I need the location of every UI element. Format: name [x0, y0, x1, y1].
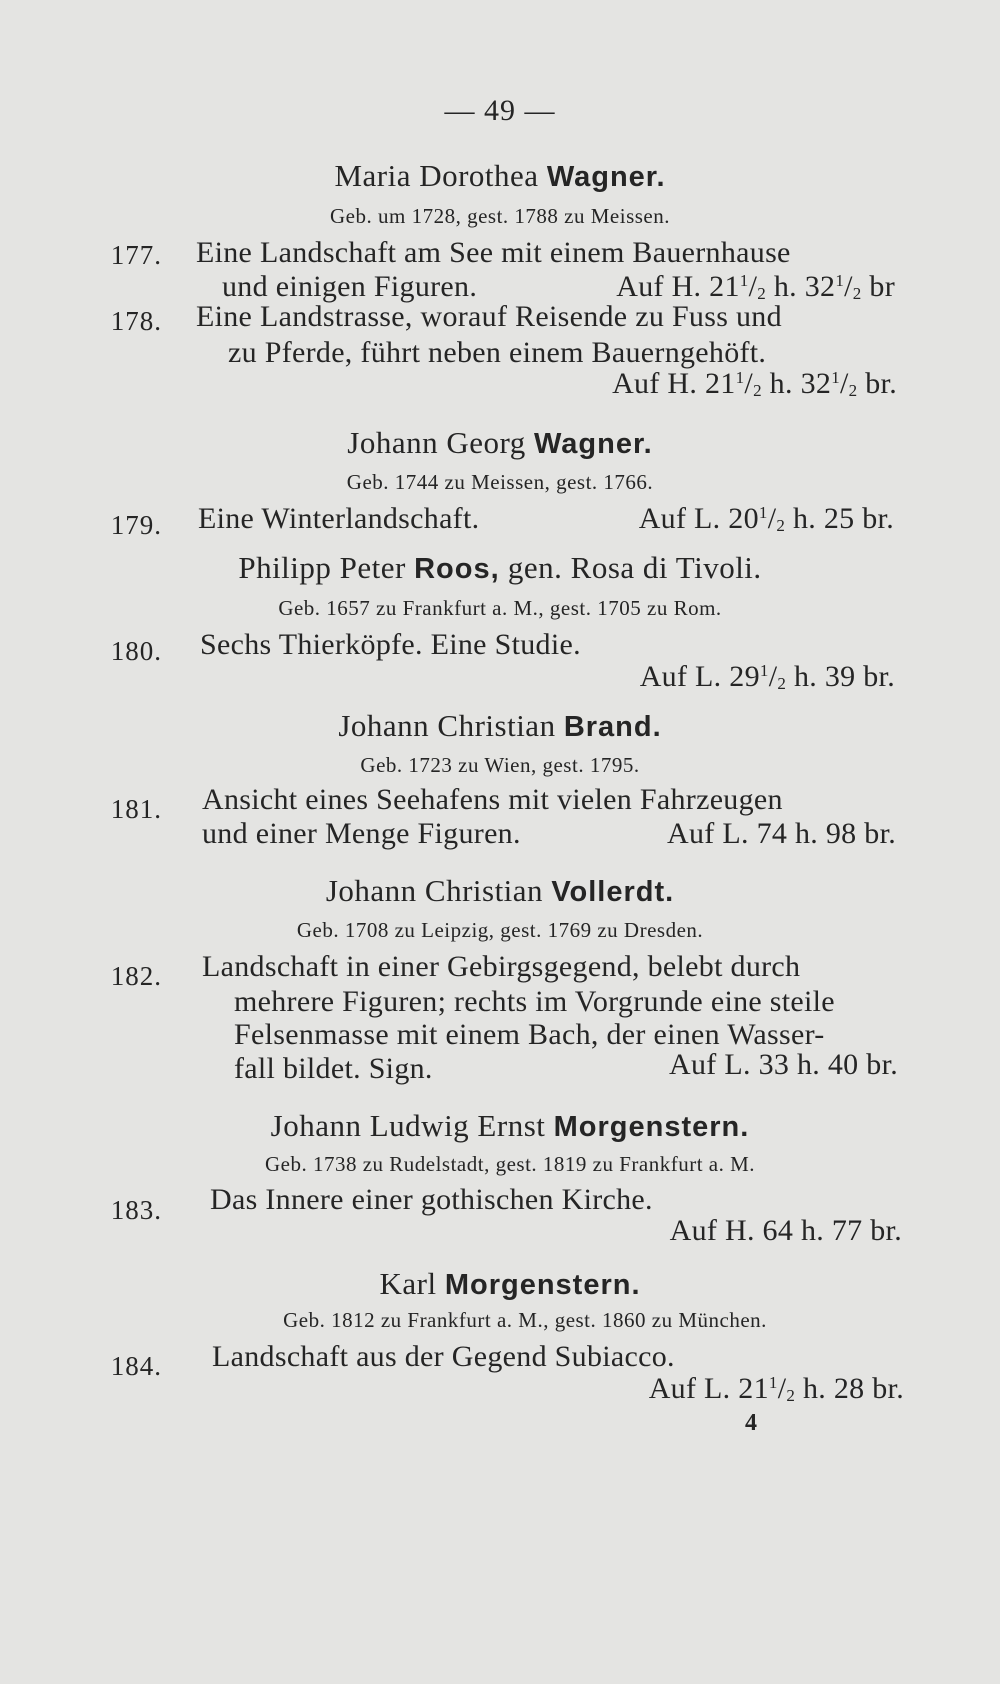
artist-bio: Geb. um 1728, gest. 1788 zu Meissen. — [330, 204, 670, 228]
artist-surname: Wagner. — [534, 428, 653, 460]
catalog-number: 180. — [110, 636, 162, 666]
artist-alias: gen. Rosa di Tivoli. — [499, 550, 762, 585]
work-dimensions: Auf L. 33 h. 40 br. — [668, 1048, 898, 1081]
work-title-line: Felsenmasse mit einem Bach, der einen Wasser- — [234, 1018, 825, 1051]
artist-surname: Brand. — [563, 711, 662, 743]
artist-bio: Geb. 1744 zu Meissen, gest. 1766. — [346, 470, 654, 494]
work-dimensions: Auf L. $20^1/_2$ h. 25 br. — [638, 502, 894, 535]
catalog-number: 182. — [110, 961, 162, 991]
work-title-line: Eine Landschaft am See mit einem Bauernhause — [196, 236, 791, 269]
artist-given-name: Johann Ludwig Ernst — [270, 1108, 546, 1143]
artist-bio: Geb. 1657 zu Frankfurt a. M., gest. 1705 zu Rom. — [278, 596, 722, 620]
artist-given-name: Johann Georg — [347, 425, 526, 460]
catalog-number: 181. — [110, 794, 162, 824]
artist-given-name: Maria Dorothea — [334, 158, 539, 193]
work-dimensions: Auf L. $21^1/_2$ h. 28 br. — [648, 1372, 904, 1405]
work-dimensions: Auf H. $21^1/_2$ h. $32^1/_2$ br. — [612, 367, 897, 400]
work-title-line: Sechs Thierköpfe. Eine Studie. — [200, 628, 581, 661]
artist-heading — [0, 158, 1000, 194]
artist-surname: Wagner. — [546, 161, 666, 193]
work-dimensions: Auf L. 74 h. 98 br. — [666, 817, 896, 850]
artist-given-name: Karl — [379, 1266, 437, 1301]
page-number: — 49 — — [444, 94, 556, 127]
work-title-line: Das Innere einer gothischen Kirche. — [210, 1183, 653, 1216]
catalog-number: 177. — [110, 240, 162, 270]
catalog-number: 179. — [110, 510, 162, 540]
artist-surname: Morgenstern. — [553, 1111, 750, 1143]
artist-surname: Morgenstern. — [444, 1269, 641, 1301]
work-title-line: zu Pferde, führt neben einem Bauerngehöft. — [228, 336, 767, 369]
work-title-line: und einigen Figuren. — [222, 270, 478, 303]
work-title-line: Ansicht eines Seehafens mit vielen Fahrzeugen — [202, 783, 783, 816]
artist-surname: Roos, — [414, 553, 500, 585]
work-title-line: und einer Menge Figuren. — [202, 817, 521, 850]
artist-heading — [10, 1108, 1000, 1144]
work-title-line: Landschaft in einer Gebirgsgegend, belebt durch — [202, 950, 801, 983]
signature-mark: 4 — [745, 1410, 757, 1436]
artist-heading — [0, 425, 1000, 461]
artist-heading — [0, 708, 1000, 744]
artist-heading — [0, 550, 1000, 586]
artist-given-name: Philipp Peter — [238, 550, 406, 585]
artist-given-name: Johann Christian — [338, 708, 556, 743]
catalog-number: 184. — [110, 1351, 162, 1381]
catalog-number: 183. — [110, 1195, 162, 1225]
work-title-line: fall bildet. Sign. — [234, 1052, 433, 1085]
work-dimensions: Auf L. $29^1/_2$ h. 39 br. — [639, 660, 895, 693]
catalog-number: 178. — [110, 306, 162, 336]
work-title-line: Landschaft aus der Gegend Subiacco. — [212, 1340, 675, 1373]
work-dimensions: Auf H. 64 h. 77 br. — [669, 1214, 902, 1247]
artist-bio: Geb. 1723 zu Wien, gest. 1795. — [360, 753, 640, 777]
artist-surname: Vollerdt. — [551, 876, 675, 908]
artist-bio: Geb. 1708 zu Leipzig, gest. 1769 zu Dresden. — [296, 918, 704, 942]
artist-heading — [10, 1266, 1000, 1302]
artist-bio: Geb. 1738 zu Rudelstadt, gest. 1819 zu Frankfurt a. M. — [264, 1152, 756, 1176]
work-title-line: Eine Winterlandschaft. — [198, 502, 480, 535]
artist-bio: Geb. 1812 zu Frankfurt a. M., gest. 1860 zu München. — [283, 1308, 767, 1332]
work-dimensions: Auf H. $21^1/_2$ h. $32^1/_2$ br — [616, 270, 895, 303]
artist-heading — [0, 873, 1000, 909]
artist-given-name: Johann Christian — [325, 873, 544, 908]
work-title-line: Eine Landstrasse, worauf Reisende zu Fuss und — [196, 300, 782, 333]
work-title-line: mehrere Figuren; rechts im Vorgrunde eine steile — [234, 985, 835, 1018]
